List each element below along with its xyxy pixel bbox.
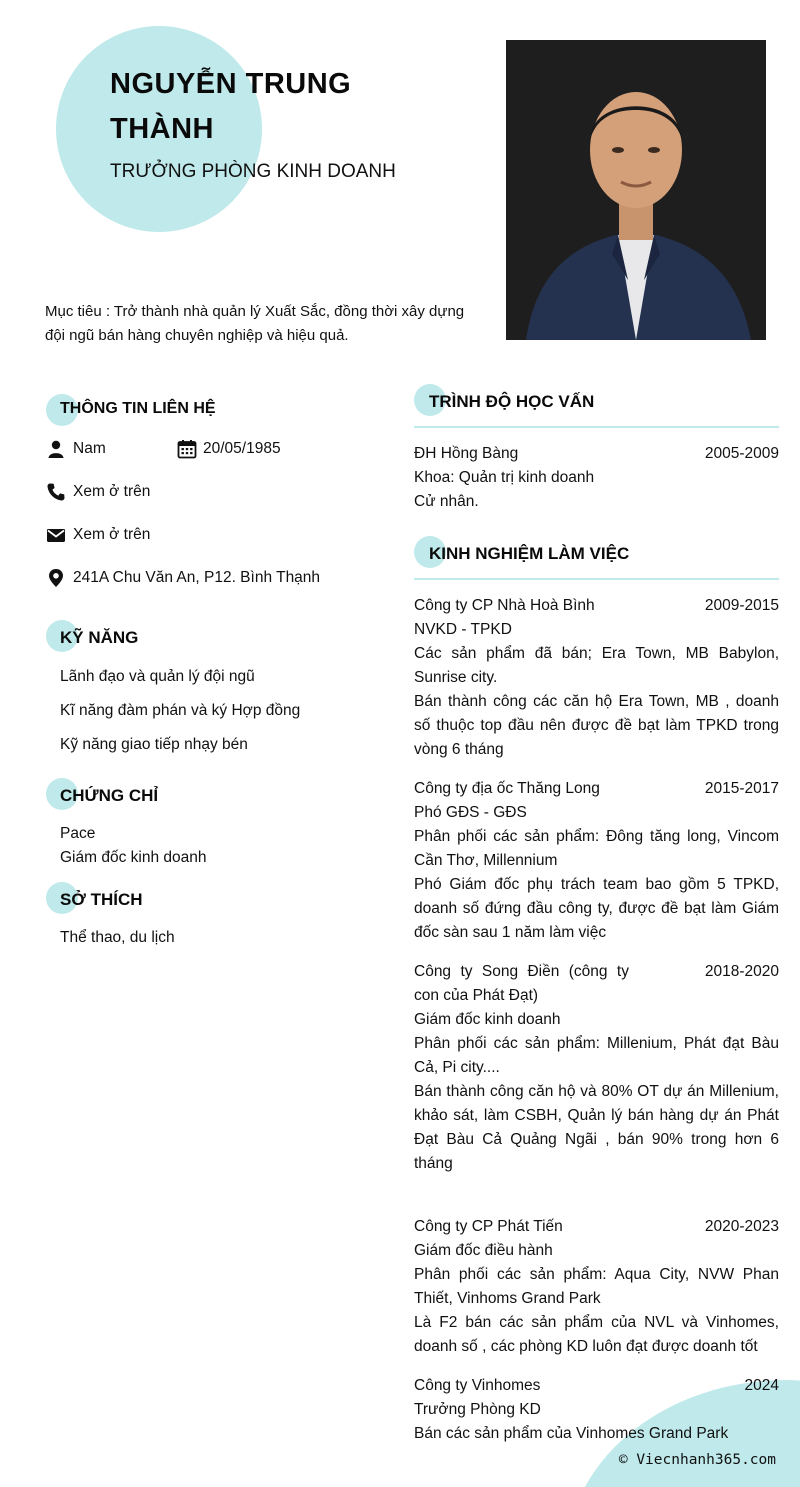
- job-role: Trưởng Phòng KD: [414, 1401, 541, 1418]
- job-role: Giám đốc điều hành: [414, 1242, 553, 1259]
- section-divider: [414, 578, 779, 580]
- address-value: 241A Chu Văn An, P12. Bình Thạnh: [73, 569, 321, 586]
- education-entry: [414, 442, 779, 514]
- email-value: Xem ở trên: [73, 526, 151, 543]
- skills-section-title: KỸ NĂNG: [60, 628, 139, 647]
- candidate-position: TRƯỞNG PHÒNG KINH DOANH: [110, 161, 396, 182]
- job-detail: Bán thành công các căn hộ Era Town, MB , doanh số thuộc top đầu nên được đề bạt làm TPKD trong vòng 6 tháng: [414, 693, 779, 758]
- job-entry: [414, 1374, 779, 1446]
- job-role: Giám đốc kinh doanh: [414, 1011, 561, 1028]
- education-degree: Cử nhân.: [414, 493, 479, 510]
- job-period: 2015-2017: [704, 780, 779, 797]
- job-period: 2020-2023: [704, 1218, 779, 1235]
- skill-item: Lãnh đạo và quản lý đội ngũ: [60, 668, 255, 685]
- birthday-value: 20/05/1985: [203, 440, 281, 457]
- job-detail: Phân phối các sản phẩm: Aqua City, NVW Phan Thiết, Vinhoms Grand Park: [414, 1266, 779, 1307]
- birthday-row: [177, 437, 281, 461]
- certificate-item: Pace: [60, 825, 96, 842]
- job-company: Công ty Vinhomes: [414, 1377, 541, 1394]
- skill-item: Kỹ năng giao tiếp nhạy bén: [60, 736, 248, 753]
- job-company: Công ty CP Nhà Hoà Bình: [414, 597, 595, 614]
- job-detail: Phó Giám đốc phụ trách team bao gồm 5 TPKD, doanh số đứng đầu công ty, được đề bạt làm Giám đốc sàn sau 1 năm làm việc: [414, 876, 779, 941]
- location-pin-icon: [46, 568, 66, 588]
- gender-value: Nam: [73, 440, 106, 457]
- portrait-illustration: [506, 40, 766, 340]
- job-period: 2024: [744, 1377, 779, 1394]
- section-divider: [414, 426, 779, 428]
- user-icon: [46, 439, 66, 459]
- hobbies-value: Thể thao, du lịch: [60, 929, 175, 946]
- footer-credit: © Viecnhanh365.com: [618, 1452, 776, 1468]
- certificates-section-title: CHỨNG CHỈ: [60, 786, 159, 805]
- job-role: NVKD - TPKD: [414, 621, 512, 638]
- skill-item: Kĩ năng đàm phán và ký Hợp đồng: [60, 702, 301, 719]
- experience-section-title: KINH NGHIỆM LÀM VIỆC: [429, 544, 630, 563]
- portrait-photo: [506, 40, 766, 340]
- job-detail: Phân phối các sản phẩm: Đông tăng long, Vincom Cần Thơ, Millennium: [414, 828, 779, 869]
- mail-icon: [46, 525, 66, 545]
- job-period: 2009-2015: [704, 597, 779, 614]
- job-entry: [414, 1215, 779, 1359]
- job-company: Công ty Song Điền (công ty con của Phát Đạt): [414, 963, 629, 1004]
- certificate-item: Giám đốc kinh doanh: [60, 849, 207, 866]
- job-role: Phó GĐS - GĐS: [414, 804, 527, 821]
- calendar-icon: [177, 439, 197, 459]
- school-name: ĐH Hồng Bàng: [414, 445, 519, 462]
- job-detail: Các sản phẩm đã bán; Era Town, MB Babylon, Sunrise city.: [414, 645, 779, 686]
- job-company: Công ty địa ốc Thăng Long: [414, 780, 600, 797]
- contact-section-title: THÔNG TIN LIÊN HỆ: [60, 400, 216, 417]
- job-detail: Là F2 bán các sản phẩm của NVL và Vinhomes, doanh số , các phòng KD luôn đạt được doanh tốt: [414, 1314, 779, 1355]
- job-detail: Phân phối các sản phẩm: Millenium, Phát đạt Bàu Cả, Pi city....: [414, 1035, 779, 1076]
- phone-icon: [46, 482, 66, 502]
- job-entry: [414, 594, 779, 762]
- gender-row: [46, 437, 106, 461]
- job-company: Công ty CP Phát Tiến: [414, 1218, 563, 1235]
- job-detail: Bán thành công căn hộ và 80% OT dự án Millenium, khảo sát, làm CSBH, Quản lý bán hàng dự án Phát Đạt Bàu Cả Quảng Ngãi , bán 90% trong hơn 6 tháng: [414, 1083, 779, 1172]
- career-objective: Mục tiêu : Trở thành nhà quản lý Xuất Sắc, đồng thời xây dựng đội ngũ bán hàng chuyên nghiệp và hiệu quả.: [45, 303, 465, 344]
- job-entry: [414, 777, 779, 945]
- candidate-name: NGUYỄN TRUNG THÀNH: [110, 68, 352, 145]
- job-entry: [414, 960, 779, 1176]
- address-row: [46, 566, 320, 590]
- phone-value: Xem ở trên: [73, 483, 151, 500]
- job-period: 2018-2020: [704, 963, 779, 980]
- hobbies-section-title: SỞ THÍCH: [60, 890, 143, 909]
- education-faculty: Khoa: Quản trị kinh doanh: [414, 469, 595, 486]
- education-section-title: TRÌNH ĐỘ HỌC VẤN: [429, 392, 595, 411]
- phone-row: [46, 480, 150, 504]
- email-row: [46, 523, 150, 547]
- job-detail: Bán các sản phẩm của Vinhomes Grand Park: [414, 1425, 729, 1442]
- education-period: 2005-2009: [704, 445, 779, 462]
